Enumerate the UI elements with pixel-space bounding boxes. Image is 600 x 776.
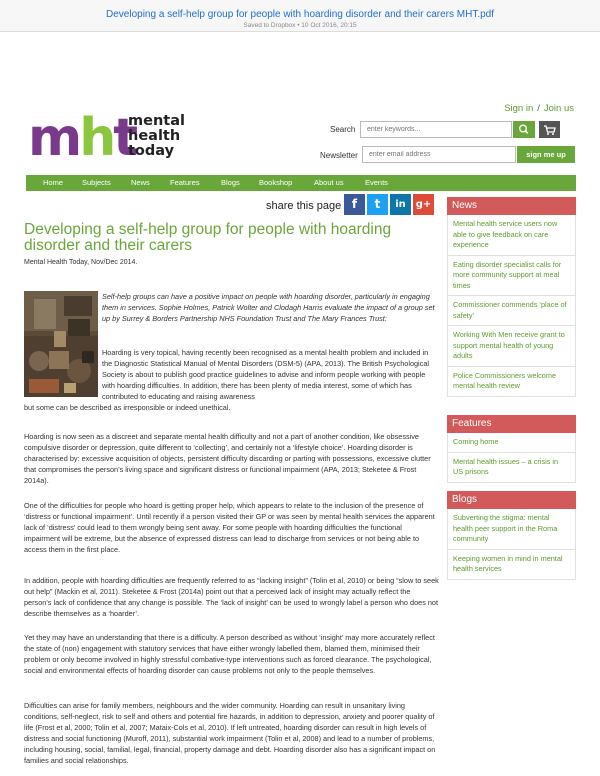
nav-item-subjects[interactable]: Subjects bbox=[82, 178, 111, 187]
nav-item-home[interactable]: Home bbox=[43, 178, 64, 187]
linkedin-icon: in bbox=[395, 199, 406, 210]
google-plus-share-button[interactable] bbox=[413, 194, 434, 215]
article-paragraph-continued: but some can be described as irresponsible or indeed unethical. bbox=[24, 403, 231, 412]
join-us-link[interactable]: Join us bbox=[543, 103, 574, 114]
cart-button[interactable] bbox=[539, 121, 560, 138]
facebook-icon: f bbox=[351, 197, 358, 211]
article-paragraph: Difficulties can arise for family members, neighbours and the wider community. Hoarding can result in unsanitary living conditions, self-neglect, risk to self and others and potential fire hazards, in addition to depression, anxiety and poorer quality of life (Frost et al, 2000; Tolin et al, 2007; Mataix-Cols et al, 2010). If left untreated, hoarding disorder can result in high levels of distress and social functioning (Muroff, 2011), substantial work impairment (Tolin et al, 2008) and lead to a number of problems, including housing, social, familial, legal, financial, property damage and debt. Hoarding disorder also has a significant impact on families and social relationships. bbox=[24, 701, 436, 766]
account-separator: / bbox=[537, 103, 540, 114]
article-paragraph: In addition, people with hoarding difficulties are frequently referred to as “lacking insight” (Tolin et al, 2010) or being “slow to seek out help” (Mackin et al, 2011). Steketee & Frost (2014a) point out that a perceived lack of insight may actually reflect the person’s lack of confidence that any change is possible. The ‘lack of insight’ can be used to wrongly label a person who does not describe themselves as a ‘hoarder’. bbox=[24, 576, 439, 619]
linkedin-share-button[interactable] bbox=[390, 194, 411, 215]
blog-item[interactable]: Subverting the stigma: mental health peer support in the Roma community bbox=[447, 509, 576, 550]
news-item[interactable]: Mental health service users now able to give feedback on care experience bbox=[447, 215, 576, 256]
sidebar-blogs bbox=[447, 491, 576, 580]
article-header bbox=[24, 222, 439, 266]
sign-me-up-button[interactable]: sign me up bbox=[517, 146, 575, 163]
pdf-file-title[interactable]: Developing a self-help group for people with hoarding disorder and their carers MHT.pdf bbox=[106, 9, 494, 20]
feature-item[interactable]: Coming home bbox=[447, 433, 576, 453]
google-plus-icon: g+ bbox=[415, 199, 432, 210]
article-intro: Self-help groups can have a positive impact on people with hoarding disorder, particularly in engaging them in services. Sophie Holmes, Patrick Wolter and Clodagh Harris evaluate the impact of a group set up by Surrey & Borders Partnership NHS Foundation Trust and The Mary Frances Trust: bbox=[102, 292, 435, 323]
article-paragraph: Yet they may have an understanding that there is a difficulty. A person described as without ‘insight’ may more accurately reflect the state of (non) engagement with statutory services that have either wrongly labelled them, blamed them, minimised their problem or only become involved in highly stressful combative-type interventions such as forced clearance. The psychological, social and environmental effects of hoarding disorder can cause problems not only to the people themselves. bbox=[24, 633, 435, 676]
twitter-share-button[interactable] bbox=[367, 194, 388, 215]
cart-icon bbox=[539, 121, 560, 138]
logo-mark: mht bbox=[28, 108, 136, 168]
nav-item-events[interactable]: Events bbox=[365, 178, 388, 187]
twitter-icon: t bbox=[374, 197, 381, 211]
article-paragraph: Hoarding is very topical, having recently been recognised as a mental health problem and included in the Diagnostic Statistical Manual of Mental Disorders (DSM-5) (APA, 2013). The British Psychological Society is about to publish good practice guidelines to advise and inform people working with people with hoarding difficulties. In addition, there has been plenty of media interest, some of which has contributed to educating and raising awareness bbox=[102, 348, 430, 402]
share-label: share this page bbox=[266, 200, 342, 212]
nav-item-news[interactable]: News bbox=[131, 178, 150, 187]
news-item[interactable]: Police Commissioners welcome mental health review bbox=[447, 367, 576, 397]
facebook-share-button[interactable] bbox=[344, 194, 365, 215]
nav-item-about-us[interactable]: About us bbox=[314, 178, 344, 187]
news-item[interactable]: Commissioner commends ‘place of safety’ bbox=[447, 296, 576, 326]
blogs-heading: Blogs bbox=[447, 491, 576, 509]
search-label: Search bbox=[330, 125, 356, 134]
nav-item-features[interactable]: Features bbox=[170, 178, 200, 187]
features-heading: Features bbox=[447, 415, 576, 433]
sign-in-link[interactable]: Sign in bbox=[504, 103, 534, 114]
site-logo[interactable] bbox=[28, 108, 208, 174]
blog-item[interactable]: Keeping women in mind in mental health services bbox=[447, 550, 576, 580]
pdf-viewer-header bbox=[0, 0, 600, 32]
article-byline: Mental Health Today, Nov/Dec 2014. bbox=[24, 259, 138, 266]
news-heading: News bbox=[447, 197, 576, 215]
nav-item-bookshop[interactable]: Bookshop bbox=[259, 178, 293, 187]
article-paragraph: One of the difficulties for people who hoard is getting proper help, which appears to relate to the inclusion of the presence of ‘distress or functional impairment’. Until recently if a person visited their GP or was seen by mental health services the apparent lack of ‘distress’ could lead to them wrongly being sent away. For some people with hoarding difficulties the functional impairment will be extreme, but the absence of expressed distress can lead to discharge from services or not being able to access them in the first place. bbox=[24, 501, 435, 555]
sidebar-news bbox=[447, 197, 576, 397]
search-icon bbox=[513, 121, 535, 138]
search-button[interactable] bbox=[513, 121, 535, 138]
article-paragraph: Hoarding is now seen as a discreet and separate mental health difficulty and not a part of another condition, like obsessive compulsive disorder or depression, quite different to ‘collecting’, and certainly not a ‘lifestyle choice’. Hoarding disorder is characterised by: excessive acquisition of objects, persistent difficulty discarding or parting with possessions, excessive clutter that compromises the person’s living space and significant distress or functional impairment (APA, 2013; Steketee & Frost 2014a). bbox=[24, 432, 431, 486]
feature-item[interactable]: Mental health issues – a crisis in US prisons bbox=[447, 453, 576, 483]
pdf-save-status: Saved to Dropbox • 10 Oct 2016, 20:15 bbox=[243, 22, 357, 29]
account-links bbox=[504, 103, 574, 114]
main-nav bbox=[26, 175, 576, 191]
hoarding-room-photo bbox=[24, 291, 98, 397]
newsletter-label: Newsletter bbox=[320, 151, 358, 160]
nav-item-blogs[interactable]: Blogs bbox=[221, 178, 240, 187]
email-field[interactable] bbox=[362, 146, 516, 163]
news-item[interactable]: Eating disorder specialist calls for more community support at meal times bbox=[447, 256, 576, 297]
sidebar-features bbox=[447, 415, 576, 483]
logo-wordmark: mental health today bbox=[128, 113, 185, 159]
article-title: Developing a self-help group for people with hoarding disorder and their carers bbox=[24, 221, 392, 254]
search-input[interactable] bbox=[360, 121, 512, 138]
news-item[interactable]: Working With Men receive grant to support mental health of young adults bbox=[447, 326, 576, 367]
